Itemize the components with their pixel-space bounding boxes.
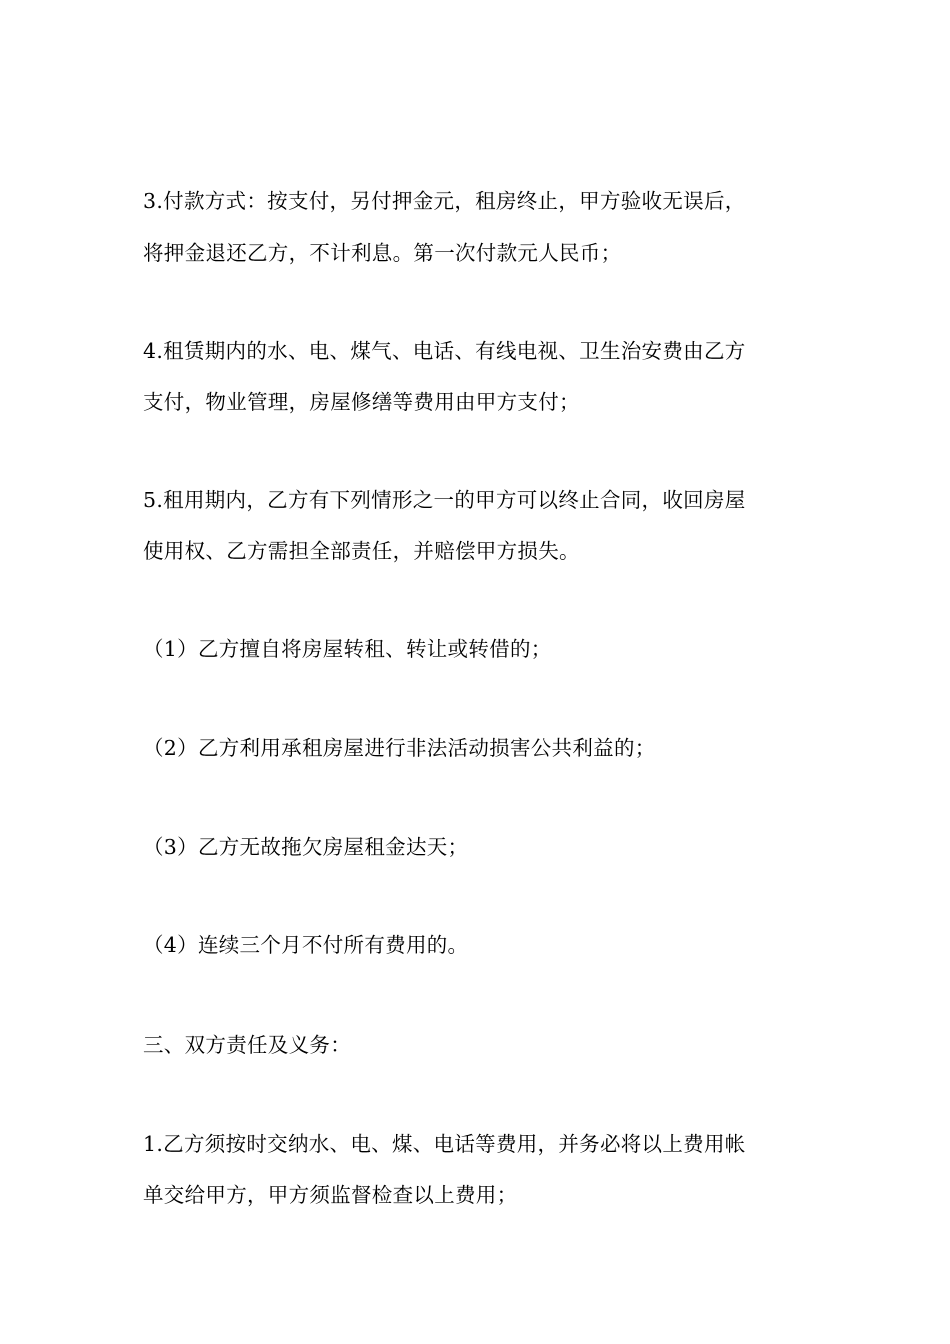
sub-item-2: （2）乙方利用承租房屋进行非法活动损害公共利益的； <box>143 736 656 760</box>
clause-5-line-2: 使用权、乙方需担全部责任，并赔偿甲方损失。 <box>143 539 580 563</box>
clause-5-line-1: 5.租用期内，乙方有下列情形之一的甲方可以终止合同，收回房屋 <box>143 488 746 512</box>
sub-item-3: （3）乙方无故拖欠房屋租金达天； <box>143 835 469 859</box>
clause-4-line-2: 支付，物业管理，房屋修缮等费用由甲方支付； <box>143 390 580 414</box>
duty-1-line-1: 1.乙方须按时交纳水、电、煤、电话等费用，并务必将以上费用帐 <box>143 1132 746 1156</box>
sub-item-1: （1）乙方擅自将房屋转租、转让或转借的； <box>143 637 552 661</box>
clause-3-line-1: 3.付款方式：按支付，另付押金元，租房终止，甲方验收无误后， <box>143 189 746 213</box>
section-heading: 三、双方责任及义务： <box>143 1033 351 1057</box>
sub-item-4: （4）连续三个月不付所有费用的。 <box>143 933 469 957</box>
duty-1-line-2: 单交给甲方，甲方须监督检查以上费用； <box>143 1183 518 1207</box>
clause-4-line-1: 4.租赁期内的水、电、煤气、电话、有线电视、卫生治安费由乙方 <box>143 339 746 363</box>
clause-3-line-2: 将押金退还乙方，不计利息。第一次付款元人民币； <box>143 241 622 265</box>
